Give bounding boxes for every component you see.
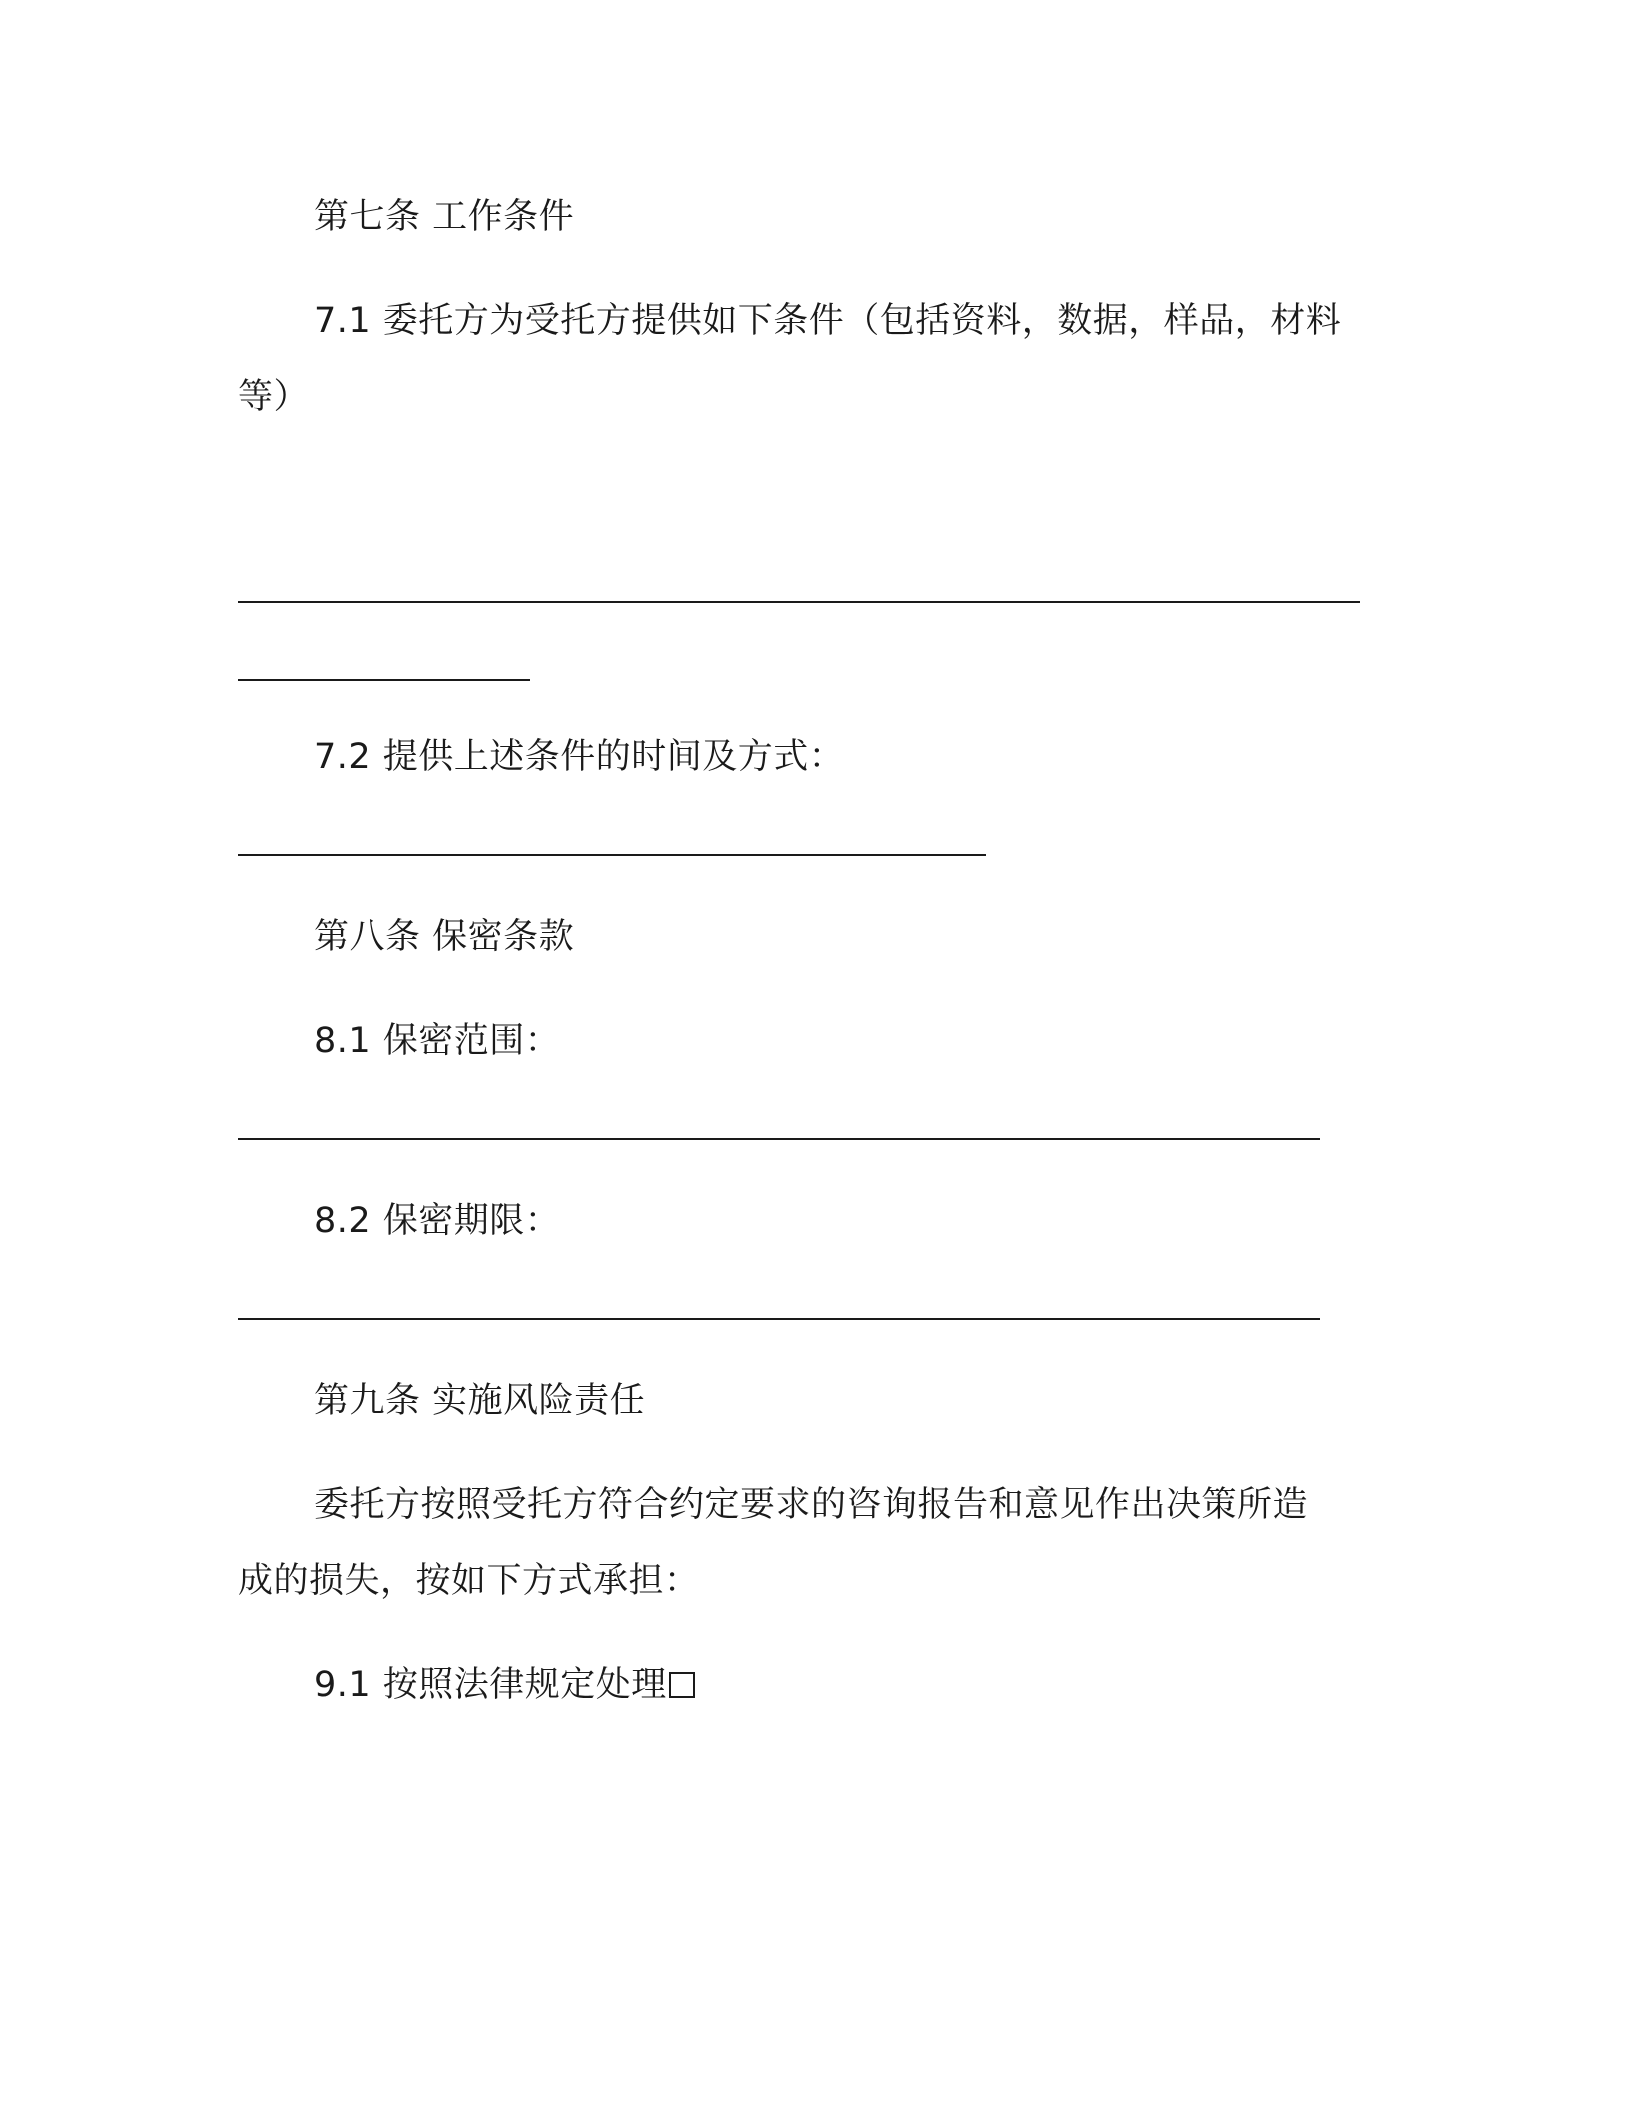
- checkbox[interactable]: [669, 1672, 695, 1698]
- article-9-heading: 第九条 实施风险责任: [314, 1381, 646, 1421]
- article-9-intro-line-1: 委托方按照受托方符合约定要求的咨询报告和意见作出决策所造: [314, 1485, 1309, 1525]
- article-9-intro-line-2: 成的损失，按如下方式承担：: [238, 1561, 700, 1601]
- fill-in-blank-7-1-b[interactable]: [238, 679, 530, 681]
- fill-in-blank-7-1-a[interactable]: [238, 601, 1360, 603]
- article-8-heading: 第八条 保密条款: [314, 917, 575, 957]
- clause-8-1: 8.1 保密范围：: [314, 1021, 561, 1061]
- clause-8-2: 8.2 保密期限：: [314, 1201, 561, 1241]
- fill-in-blank-7-2[interactable]: [238, 854, 986, 856]
- fill-in-blank-8-1[interactable]: [238, 1138, 1320, 1140]
- clause-7-2: 7.2 提供上述条件的时间及方式：: [314, 737, 845, 777]
- fill-in-blank-8-2[interactable]: [238, 1318, 1320, 1320]
- clause-9-1: 9.1 按照法律规定处理: [314, 1665, 667, 1705]
- clause-9-1-row: [314, 1663, 695, 1707]
- article-7-heading: 第七条 工作条件: [314, 197, 575, 237]
- clause-7-1-line-1: 7.1 委托方为受托方提供如下条件（包括资料，数据，样品，材料: [314, 301, 1342, 341]
- clause-7-1-line-2: 等）: [238, 377, 310, 417]
